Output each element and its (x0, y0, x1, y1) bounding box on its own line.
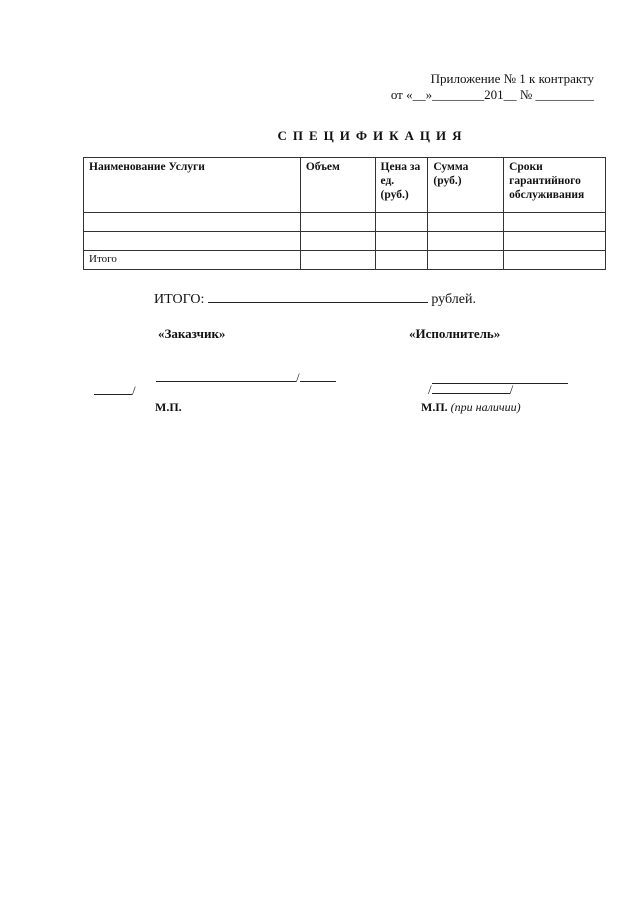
contractor-name-line: / / (428, 382, 514, 397)
header-volume: Объем (300, 158, 375, 213)
table-cell (428, 251, 504, 270)
table-row (84, 213, 606, 232)
contractor-stamp-label: М.П. (421, 400, 448, 414)
header-unit-price: Цена за ед. (руб.) (375, 158, 428, 213)
table-cell (504, 232, 606, 251)
table-cell (428, 213, 504, 232)
table-row (84, 232, 606, 251)
total-line (154, 290, 476, 308)
customer-signature-line: / (156, 370, 336, 386)
customer-stamp-label: М.П. (155, 400, 182, 414)
header-service-name: Наименование Услуги (84, 158, 301, 213)
contractor-label: «Исполнитель» (409, 326, 501, 341)
total-row-label: Итого (84, 251, 301, 270)
total-amount-blank (208, 290, 428, 303)
contractor-stamp (421, 400, 521, 415)
name-blank (94, 383, 132, 395)
customer-name-line: / (94, 383, 136, 399)
table-cell (375, 232, 428, 251)
name-blank (432, 382, 510, 394)
table-cell (84, 232, 301, 251)
header-sum: Сумма (руб.) (428, 158, 504, 213)
specification-table (83, 157, 606, 270)
table-cell (504, 251, 606, 270)
table-cell (428, 232, 504, 251)
contractor-stamp-note: (при наличии) (450, 400, 521, 414)
table-cell (300, 232, 375, 251)
header-warranty-period: Сроки гарантийного обслуживания (504, 158, 606, 213)
table-total-row (84, 251, 606, 270)
name-blank (300, 370, 336, 382)
appendix-label: Приложение № 1 к контракту (430, 71, 594, 86)
signature-blank (156, 370, 296, 382)
customer-label: «Заказчик» (158, 326, 226, 341)
table-cell (84, 213, 301, 232)
table-cell (300, 213, 375, 232)
table-cell (375, 251, 428, 270)
table-cell (504, 213, 606, 232)
table-cell (300, 251, 375, 270)
total-currency: рублей. (431, 292, 476, 307)
document-title: СПЕЦИФИКАЦИЯ (277, 128, 468, 143)
table-header-row (84, 158, 606, 213)
table-cell (375, 213, 428, 232)
total-label: ИТОГО: (154, 292, 205, 307)
contract-date-line: от «__»________201__ № _________ (390, 87, 594, 102)
